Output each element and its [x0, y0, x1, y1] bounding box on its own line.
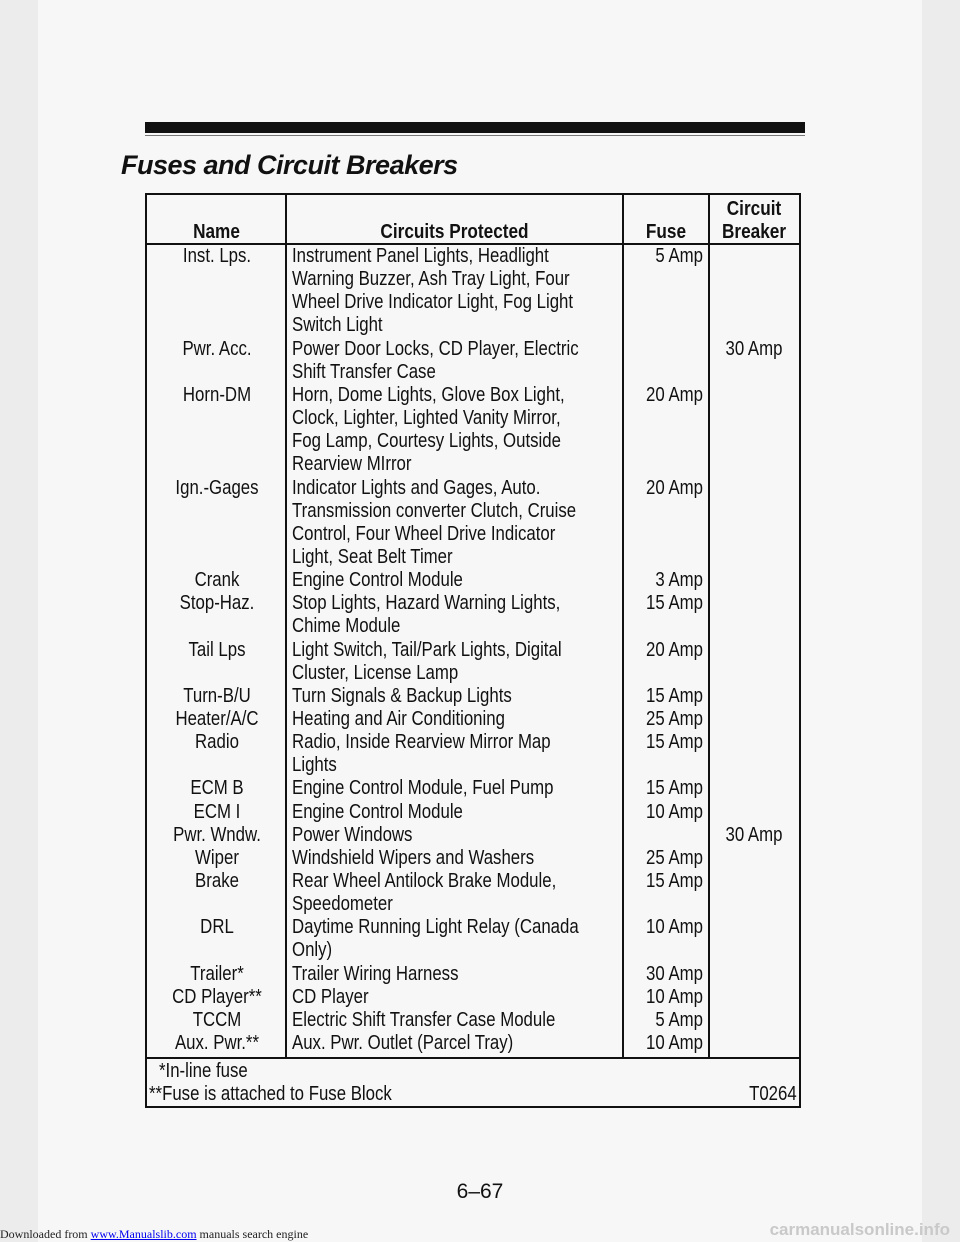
row-name: CD Player** [172, 985, 262, 1008]
circuit-line: Engine Control Module, Fuel Pump [292, 777, 554, 800]
row-fuse: 25 Amp [646, 708, 703, 730]
circuit-line: Fog Lamp, Courtesy Lights, Outside [292, 429, 561, 452]
row-circuits [292, 477, 603, 569]
row-name: Ign.-Gages [175, 476, 259, 499]
circuit-line: Electric Shift Transfer Case Module [292, 1008, 556, 1031]
circuit-line: Power Door Locks, CD Player, Electric [292, 337, 579, 360]
circuit-line: CD Player [292, 985, 369, 1008]
row-fuse: 15 Amp [646, 731, 703, 754]
row-name: ECM B [190, 777, 244, 800]
header-breaker-line2: Breaker [721, 221, 787, 243]
circuit-line: Turn Signals & Backup Lights [292, 684, 512, 707]
row-circuits [292, 731, 603, 777]
row-fuse: 10 Amp [646, 1032, 703, 1055]
circuit-line: Rearview MIrror [292, 452, 412, 475]
row-fuse: 15 Amp [646, 870, 703, 893]
row-circuits [292, 801, 603, 824]
manualslib-link[interactable]: www.Manualslib.com [90, 1227, 197, 1241]
row-name: Turn-B/U [183, 684, 251, 707]
row-name: Stop-Haz. [179, 592, 255, 615]
row-name: TCCM [192, 1008, 242, 1031]
row-name: Crank [194, 569, 240, 592]
header-breaker-line1: Circuit [726, 198, 782, 220]
watermark: carmanualsonline.info [769, 1220, 950, 1239]
row-breaker: 30 Amp [725, 337, 783, 360]
row-circuits [292, 639, 603, 685]
page-title: Fuses and Circuit Breakers [121, 150, 458, 180]
row-name: ECM I [193, 800, 241, 823]
circuit-line: Only) [292, 939, 333, 962]
circuit-line: Stop Lights, Hazard Warning Lights, [292, 592, 561, 615]
row-circuits [292, 777, 603, 800]
circuit-line: Speedometer [292, 893, 393, 916]
row-fuse: 3 Amp [655, 569, 703, 592]
circuit-line: Clock, Lighter, Lighted Vanity Mirror, [292, 406, 561, 429]
circuit-line: Heating and Air Conditioning [292, 708, 505, 730]
row-fuse: 20 Amp [646, 638, 703, 661]
circuit-line: Light, Seat Belt Timer [292, 545, 453, 568]
circuit-line: Aux. Pwr. Outlet (Parcel Tray) [292, 1032, 514, 1055]
row-fuse: 10 Amp [646, 985, 703, 1008]
circuit-line: Instrument Panel Lights, Headlight [292, 245, 549, 267]
row-fuse: 10 Amp [646, 800, 703, 823]
circuit-line: Windshield Wipers and Washers [292, 846, 535, 869]
header-name: Name [193, 221, 240, 243]
column-divider [708, 195, 710, 1057]
row-circuits [292, 986, 603, 1009]
row-circuits [292, 569, 603, 592]
circuit-line: Light Switch, Tail/Park Lights, Digital [292, 638, 562, 661]
row-circuits [292, 338, 603, 384]
circuit-line: Radio, Inside Rearview Mirror Map [292, 731, 551, 754]
download-suffix: manuals search engine [196, 1227, 309, 1241]
circuit-line: Engine Control Module [292, 569, 463, 592]
row-name: DRL [200, 916, 234, 939]
row-fuse: 15 Amp [646, 777, 703, 800]
row-circuits [292, 870, 603, 916]
row-fuse: 10 Amp [646, 916, 703, 939]
circuit-line: Chime Module [292, 615, 401, 638]
footnote: **Fuse is attached to Fuse Block [149, 1083, 392, 1106]
row-name: Heater/A/C [175, 708, 259, 730]
circuit-line: Transmission converter Clutch, Cruise [292, 499, 577, 522]
circuit-line: Lights [292, 754, 337, 777]
row-name: Trailer* [190, 962, 244, 985]
footnote: *In-line fuse [159, 1060, 248, 1083]
row-fuse: 25 Amp [646, 846, 703, 869]
header-rule [145, 122, 805, 133]
circuit-line: Indicator Lights and Gages, Auto. [292, 476, 541, 499]
row-name: Radio [195, 731, 239, 754]
row-circuits [292, 963, 603, 986]
row-circuits [292, 824, 603, 847]
row-name: Pwr. Acc. [182, 337, 252, 360]
header-circuits: Circuits Protected [380, 221, 529, 243]
row-circuits [292, 245, 603, 337]
row-name: Inst. Lps. [182, 245, 252, 267]
circuit-line: Daytime Running Light Relay (Canada [292, 916, 579, 939]
circuit-line: Switch Light [292, 314, 383, 336]
row-circuits [292, 847, 603, 870]
row-breaker: 30 Amp [725, 823, 783, 846]
row-circuits [292, 708, 603, 731]
row-circuits [292, 1009, 603, 1032]
page-number: 6–67 [456, 1180, 504, 1203]
column-divider [285, 195, 287, 1057]
figure-code: T0264 [749, 1083, 797, 1106]
row-name: Horn-DM [182, 383, 252, 406]
row-fuse: 20 Amp [646, 476, 703, 499]
circuit-line: Control, Four Wheel Drive Indicator [292, 522, 556, 545]
row-circuits [292, 384, 603, 476]
fuse-table [145, 193, 801, 1108]
circuit-line: Cluster, License Lamp [292, 661, 459, 684]
row-fuse: 20 Amp [646, 383, 703, 406]
row-circuits [292, 685, 603, 708]
row-fuse: 5 Amp [655, 1008, 703, 1031]
circuit-line: Power Windows [292, 823, 413, 846]
download-prefix: Downloaded from [0, 1227, 91, 1241]
row-name: Brake [195, 870, 239, 893]
row-fuse: 5 Amp [655, 245, 703, 267]
circuit-line: Trailer Wiring Harness [292, 962, 459, 985]
circuit-line: Rear Wheel Antilock Brake Module, [292, 870, 557, 893]
circuit-line: Horn, Dome Lights, Glove Box Light, [292, 383, 565, 406]
row-name: Aux. Pwr.** [174, 1032, 260, 1055]
row-fuse: 30 Amp [646, 962, 703, 985]
circuit-line: Engine Control Module [292, 800, 463, 823]
circuit-line: Shift Transfer Case [292, 360, 436, 383]
row-circuits [292, 1032, 603, 1055]
header-fuse: Fuse [645, 221, 687, 243]
footnote-divider [147, 1057, 799, 1059]
row-circuits [292, 592, 603, 638]
row-name: Wiper [195, 846, 239, 869]
circuit-line: Warning Buzzer, Ash Tray Light, Four [292, 268, 570, 290]
row-circuits [292, 916, 603, 962]
row-fuse: 15 Amp [646, 684, 703, 707]
circuit-line: Wheel Drive Indicator Light, Fog Light [292, 291, 574, 313]
row-name: Pwr. Wndw. [173, 823, 261, 846]
row-name: Tail Lps [188, 638, 246, 661]
row-fuse: 15 Amp [646, 592, 703, 615]
